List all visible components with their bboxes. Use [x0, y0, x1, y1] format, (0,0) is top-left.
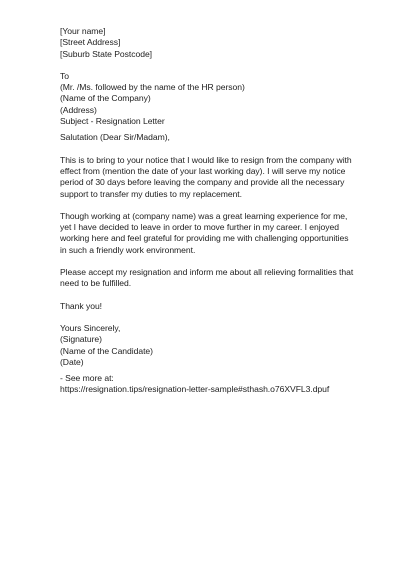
letter-body — [60, 26, 380, 396]
see-more-label: - See more at: — [60, 373, 114, 384]
recipient-to: To — [60, 70, 69, 81]
candidate-name: (Name of the Candidate) — [60, 345, 153, 356]
recipient-address: (Address) — [60, 104, 97, 115]
see-more-url: https://resignation.tips/resignation-letter-sample#sthash.o76XVFL3.dpuf — [60, 384, 330, 395]
letter-date: (Date) — [60, 356, 84, 367]
spacer — [60, 60, 380, 71]
valediction: Yours Sincerely, — [60, 322, 121, 333]
paragraph-line: in such a friendly work environment. — [60, 244, 196, 255]
paragraph-line: yet I have decided to leave in order to move further in my career. I enjoyed — [60, 222, 339, 233]
sender-name: [Your name] — [60, 26, 106, 36]
salutation: Salutation (Dear Sir/Madam), — [60, 132, 170, 143]
paragraph-experience — [60, 211, 380, 256]
paragraph-request — [60, 267, 380, 290]
paragraph-line: period of 30 days before leaving the company and provide all the necessary — [60, 177, 345, 188]
spacer — [60, 290, 380, 301]
recipient-person: (Mr. /Ms. followed by the name of the HR person) — [60, 82, 245, 93]
spacer — [60, 256, 380, 267]
spacer — [60, 200, 380, 211]
spacer — [60, 144, 380, 155]
recipient-company: (Name of the Company) — [60, 93, 151, 104]
paragraph-line: working here and feel grateful for providing me with challenging opportunities — [60, 233, 349, 244]
subject-line: Subject - Resignation Letter — [60, 116, 165, 127]
paragraph-line: effect from (mention the date of your last working day). I will serve my notice — [60, 165, 346, 176]
thank-you: Thank you! — [60, 300, 103, 311]
sender-suburb: [Suburb State Postcode] — [60, 48, 153, 59]
paragraph-line: Though working at (company name) was a great learning experience for me, — [60, 210, 348, 221]
paragraph-line: support to transfer my duties to my replacement. — [60, 188, 242, 199]
paragraph-line: This is to bring to your notice that I would like to resign from the company with — [60, 154, 352, 165]
spacer — [60, 312, 380, 323]
paragraph-line: need to be fulfilled. — [60, 278, 132, 289]
signature-placeholder: (Signature) — [60, 334, 102, 345]
paragraph-line: Please accept my resignation and inform me about all relieving formalities that — [60, 267, 354, 278]
paragraph-notice — [60, 155, 380, 200]
sender-street: [Street Address] — [60, 37, 121, 48]
